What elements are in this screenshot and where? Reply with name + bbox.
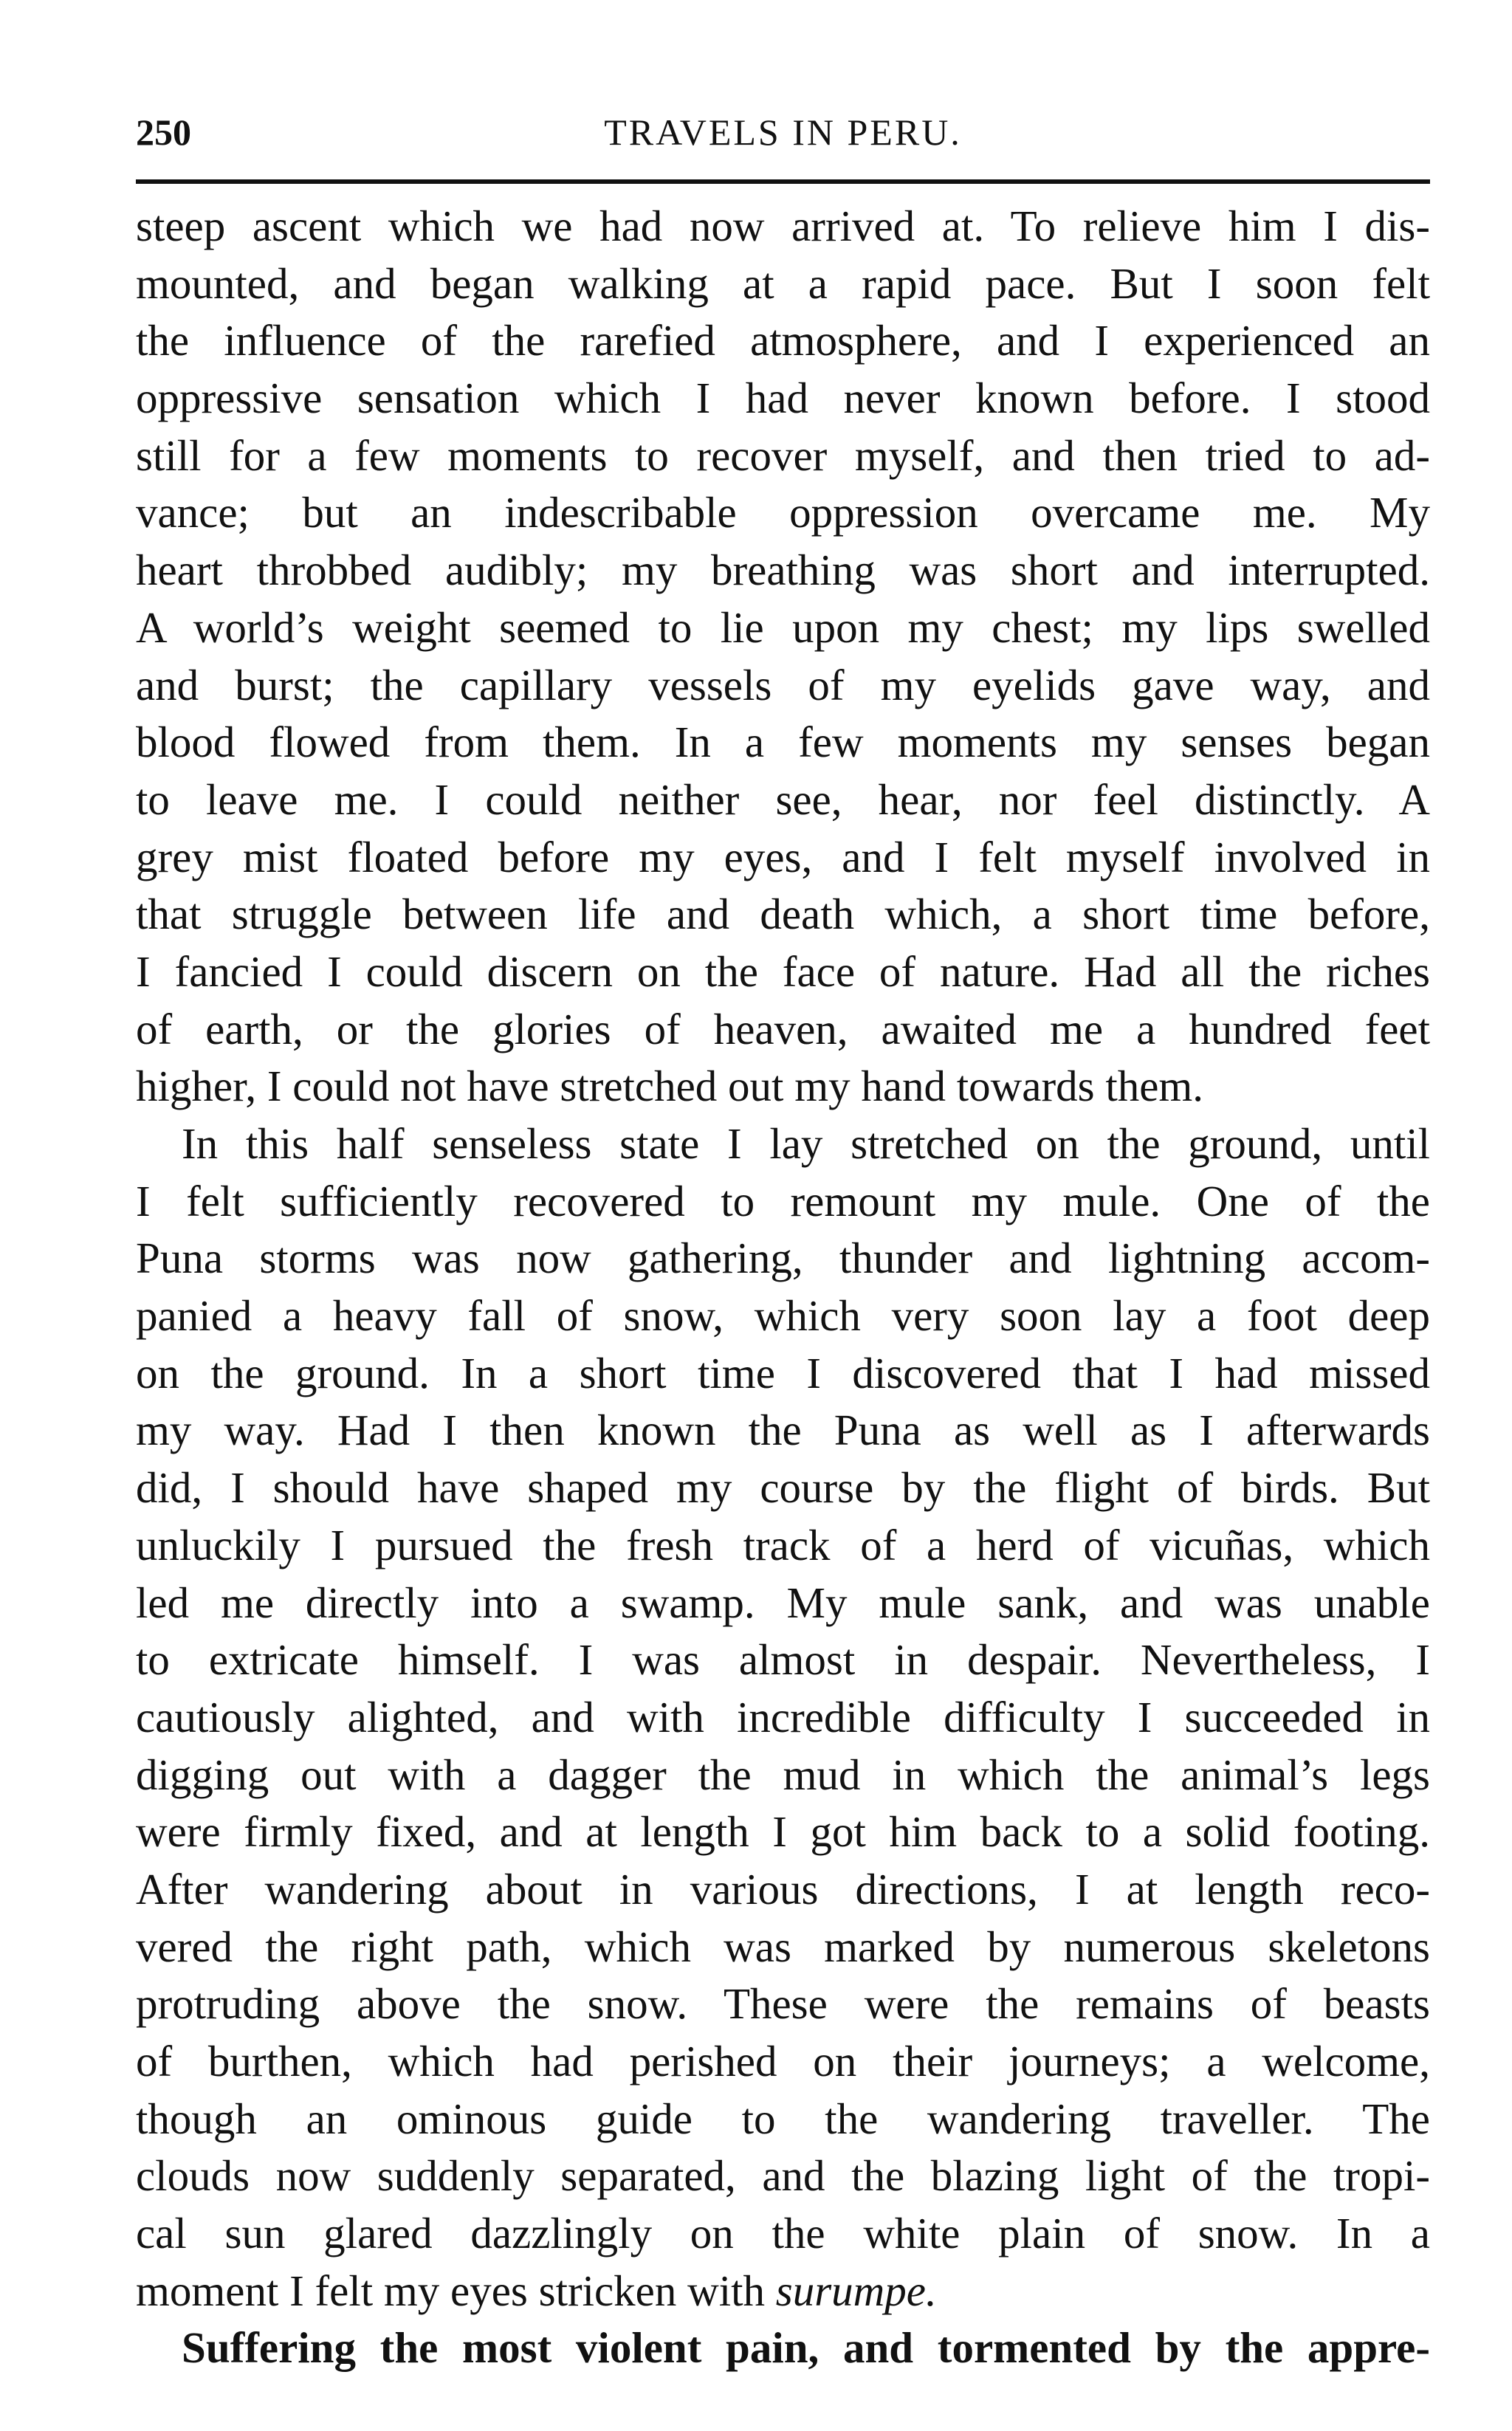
text-line: the influence of the rarefied atmosphere, and I experienced an xyxy=(136,316,1430,365)
text-line: After wandering about in various directions, I at length reco- xyxy=(136,1864,1430,1913)
text-line: digging out with a dagger the mud in which the animal’s legs xyxy=(136,1750,1430,1799)
text-line: unluckily I pursued the fresh track of a herd of vicuñas, which xyxy=(136,1520,1430,1569)
text-line: my way. Had I then known the Puna as well as I afterwards xyxy=(136,1406,1430,1455)
text-line: Suffering the most violent pain, and tormented by the appre- xyxy=(182,2323,1430,2373)
text-line: that struggle between life and death which, a short time before, xyxy=(136,890,1430,939)
text-line: protruding above the snow. These were the remains of beasts xyxy=(136,1979,1430,2029)
text-line: A world’s weight seemed to lie upon my chest; my lips swelled xyxy=(136,602,1430,652)
text-line: and burst; the capillary vessels of my eyelids gave way, and xyxy=(136,660,1430,709)
text-line-start: moment I felt my eyes stricken with xyxy=(136,2266,776,2315)
text-line: cal sun glared dazzlingly on the white plain of snow. In a xyxy=(136,2209,1430,2258)
text-line: panied a heavy fall of snow, which very soon lay a foot deep xyxy=(136,1291,1430,1341)
running-title: TRAVELS IN PERU. xyxy=(604,111,962,153)
text-line: blood flowed from them. In a few moments my senses began xyxy=(136,718,1430,767)
italic-term: surumpe. xyxy=(775,2266,937,2315)
text-line: of earth, or the glories of heaven, awaited me a hundred feet xyxy=(136,1004,1430,1053)
text-line: cautiously alighted, and with incredible difficulty I succeeded in xyxy=(136,1692,1430,1741)
text-line: to leave me. I could neither see, hear, nor feel distinctly. A xyxy=(136,774,1430,824)
text-line: vered the right path, which was marked by numerous skeletons xyxy=(136,1922,1430,1971)
text-line: I fancied I could discern on the face of nature. Had all the riches xyxy=(136,946,1430,996)
text-line: though an ominous guide to the wandering traveller. The xyxy=(136,2094,1430,2143)
text-line: Puna storms was now gathering, thunder and lightning accom- xyxy=(136,1234,1430,1283)
text-line: higher, I could not have stretched out my hand towards them. xyxy=(136,1062,1204,1111)
header-rule xyxy=(136,179,1430,184)
text-line xyxy=(136,2263,1430,2320)
text-line: to extricate himself. I was almost in despair. Nevertheless, I xyxy=(136,1635,1430,1685)
text-line: steep ascent which we had now arrived at. To relieve him I dis- xyxy=(136,202,1430,250)
text-line: mounted, and began walking at a rapid pace. But I soon felt xyxy=(136,258,1430,308)
text-line: grey mist floated before my eyes, and I felt myself involved in xyxy=(136,832,1430,881)
text-line: were firmly fixed, and at length I got him back to a solid footing. xyxy=(136,1807,1430,1857)
page-header xyxy=(136,111,1430,162)
text-line: I felt sufficiently recovered to remount my mule. One of the xyxy=(136,1176,1430,1225)
text-line: of burthen, which had perished on their journeys; a welcome, xyxy=(136,2037,1430,2086)
text-line: clouds now suddenly separated, and the blazing light of the tropi- xyxy=(136,2151,1430,2201)
text-line: In this half senseless state I lay stretched on the ground, until xyxy=(182,1119,1430,1168)
text-line: vance; but an indescribable oppression overcame me. My xyxy=(136,488,1430,537)
text-line: led me directly into a swamp. My mule sank, and was unable xyxy=(136,1578,1430,1627)
text-line: still for a few moments to recover myself, and then tried to ad- xyxy=(136,430,1430,480)
text-line: heart throbbed audibly; my breathing was short and interrupted. xyxy=(136,546,1430,595)
text-line: did, I should have shaped my course by the flight of birds. But xyxy=(136,1463,1430,1513)
text-line: oppressive sensation which I had never known before. I stood xyxy=(136,374,1430,423)
text-line: on the ground. In a short time I discovered that I had missed xyxy=(136,1348,1430,1397)
page-number: 250 xyxy=(136,111,191,153)
page-body xyxy=(136,198,1430,2377)
